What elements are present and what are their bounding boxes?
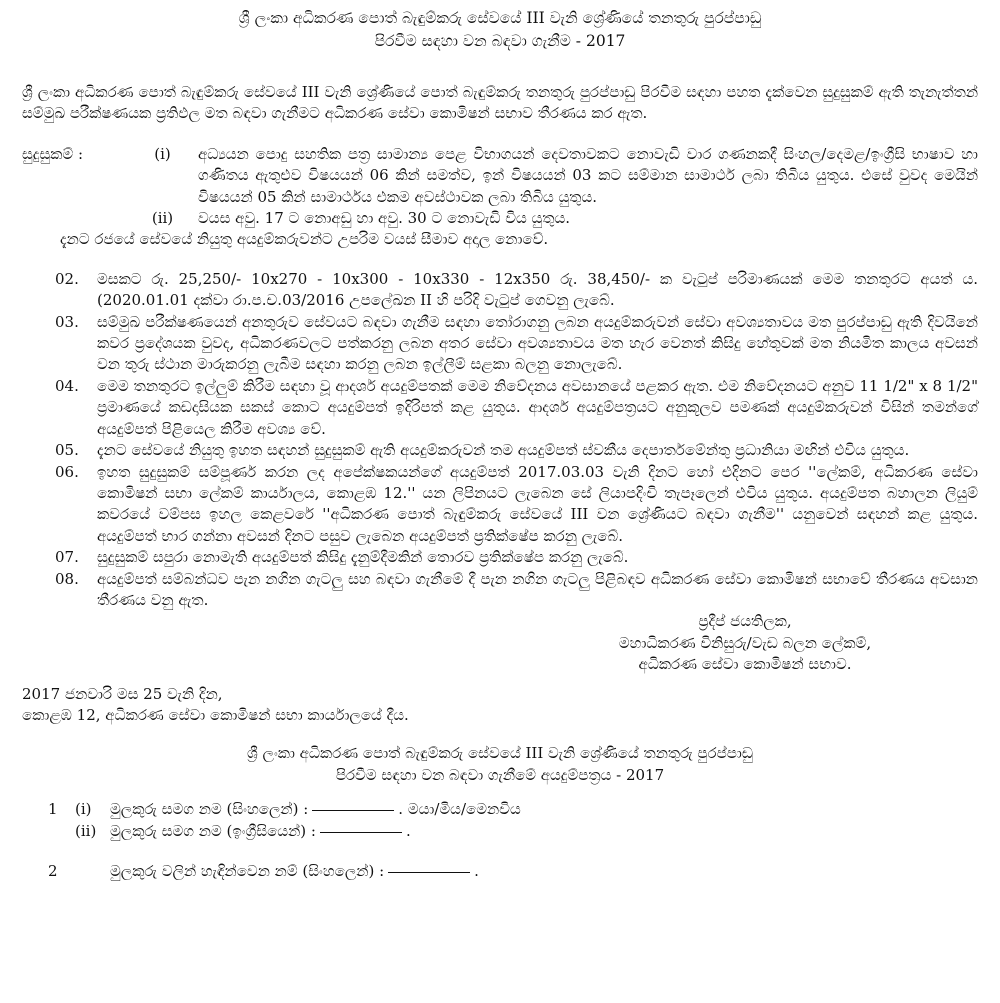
section-text: ඉහත සුදුසුකම් සම්පූර්ණ කරන ලද අපේක්ෂකයන්ගේ අයදුම්පත් 2017.03.03 වැනි දිනට හෝ එදිනට පෙර ''ලේකම්, අධිකරණ සේවා කොමිෂන් සභා ලේකම් කාර්යාලය, කොළඹ 12.'' යන ලිපිනයට ලැබෙන සේ ලියාපදිංචි තැපෑලෙන් එවිය යුතුය. අයදුම්පත බහාලන ලියුම් කවරයේ වම්පස ඉහල කෙළවරේ ''අධිකරණ පොත් බැඳුම්කරු සේවයේ III වන ශ්‍රේණියට බඳවා ගැනීම'' යනුවෙන් සඳහන් කළ යුතුය. අයදුම්පත් භාර ගන්නා අවසන් දිනට පසුව ලැබෙන අයදුම්පත් ප්‍රතික්ෂේප කරනු ලැබේ.: [97, 462, 978, 545]
section-item: [22, 569, 978, 612]
signatory-organization: අධිකරණ සේවා කොමිෂන් සභාව.: [638, 655, 852, 674]
form-field-blank-line: [388, 872, 470, 873]
form-field-label: මුලකුරු සමග නම (සිංහලෙන්) :: [110, 800, 309, 819]
application-form-fields: [22, 798, 978, 882]
form-field: [22, 820, 978, 842]
qualification-item: [22, 144, 978, 208]
qualification-text: වයස අවු. 17 ට නොඅඩු හා අවු. 30 ට නොවැඩි විය යුතුය.: [198, 209, 571, 228]
form-title-line-2: පිරවීම සඳහා වන බඳවා ගැනීමේ අයදුම්පත්‍රය - 2017: [335, 766, 665, 785]
form-field-number: 1: [48, 800, 58, 819]
section-text: සම්මුඛ පරීක්ෂණයෙන් අනතුරුව සේවයට බඳවා ගැනීම සඳහා තෝරාගනු ලබන අයදුම්කරුවන් සේවා අවශ්‍යතාවය මත පුරප්පාඩු ඇති දිවයිනේ කවර ප්‍රදේශයක වුවද, අධිකරණවලට පත්කරනු ලබන අතර සේවා අවශ්‍යතාවය මත හැර වෙනත් කිසිදු හේතුවක් මත නියමිත කාලය අවසන් වන තුරු ස්ථාන මාරුකරනු ලැබීම සඳහා කරනු ලබන ඉල්ලීම් සළකා බලනු නොලැබේ.: [97, 312, 978, 374]
section-item: [22, 269, 978, 312]
issue-date: 2017 ජනවාරි මස 25 වැනි දින,: [22, 684, 223, 703]
form-field-suffix: .: [405, 822, 411, 841]
notice-title: [22, 7, 978, 53]
section-item: [22, 462, 978, 548]
form-field-blank-line: [320, 832, 402, 833]
form-field-number: 2: [48, 862, 58, 881]
form-title-line-1: ශ්‍රී ලංකා අධිකරණ පොත් බැඳුම්කරු සේවයේ III වැනි ශ්‍රේණියේ තනතුරු පුරප්පාඩු: [247, 744, 753, 763]
dateline: [22, 684, 978, 727]
qualifications-label-spacer: [22, 208, 140, 229]
section-item: [22, 312, 978, 376]
section-text: දැනට සේවයේ නියුතු ඉහත සඳහන් සුදුසුකම් ඇති අයදුම්කරුවන් තම අයදුම්පත් ස්වකීය දෙපාර්තමේන්තු ප්‍රධානියා මඟින් එවිය යුතුය.: [97, 441, 910, 460]
section-number: 05.: [55, 441, 79, 460]
form-field-body: [110, 798, 978, 820]
form-field-body: [110, 820, 978, 842]
section-item: [22, 376, 978, 440]
form-field-subnumber: (ii): [75, 822, 97, 841]
form-field-number: [48, 820, 75, 842]
form-field-suffix: . මයා/මිය/මෙනවිය: [398, 800, 521, 819]
form-field: [22, 860, 978, 882]
section-item: [22, 547, 978, 568]
qualifications: [22, 144, 978, 251]
section-item: [22, 440, 978, 461]
qualification-text: අධ්‍යයන පොදු සහතික පත්‍ර සාමාන්‍ය පෙළ විභාගයන් දෙවතාවකට නොවැඩි වාර ගණනකදී සිංහල/දෙමළ/ඉංග්‍රීසි භාෂාව හා ගණිතය ඇතුළුව විෂයයන් 06 කින් සමත්ව, ඉන් විෂයයන් 03 කට සම්මාන සාමාර්ථ ලබා තිබිය යුතුය. එසේ වුවද මෙයින් විෂයයන් 05 කින් සාමාර්ථය එකම අවස්ථාවක ලබා තිබිය යුතුය.: [198, 144, 978, 206]
intro-paragraph: ශ්‍රී ලංකා අධිකරණ පොත් බැඳුම්කරු සේවයේ III වැනි ශ්‍රේණියේ පොත් බැඳුම්කරු තනතුරු පුරප්පාඩු පිරවීම සඳහා පහත දැක්වෙන සුදුසුකම් ඇති තැනැත්තන් සම්මුඛ පරීක්ෂණයක ප්‍රතිඵල මත බඳවා ගැනීමට අධිකරණ සේවා කොමිෂන් සභාව තීරණය කර ඇත.: [22, 83, 978, 123]
section-text: මෙම තනතුරට ඉල්ලුම් කිරීම සඳහා වූ ආදර්ශ අයදුම්පතක් මෙම නිවේදනය අවසානයේ පළකර ඇත. එම නිවේදනයට අනුව 11 1/2" x 8 1/2" ප්‍රමාණයේ කඩදාසියක සකස් කොට අයදුම්පත් ඉදිරිපත් කළ යුතුය. ආදර්ශ අයදුම්පත්‍රයට අනුකූලව පමණක් අයදුම්කරුවන් විසින් තමන්ගේ අයදුම්පත් පිළියෙල කිරීම අවශ්‍ය වේ.: [97, 376, 978, 438]
section-number: 08.: [55, 569, 79, 588]
form-field-subnumber: (i): [75, 800, 92, 819]
notice-title-line-1: ශ්‍රී ලංකා අධිකරණ පොත් බැඳුම්කරු සේවයේ III වැනි ශ්‍රේණියේ තනතුරු පුරප්පාඩු: [238, 9, 762, 27]
issue-place: කොළඹ 12, අධිකරණ සේවා කොමිෂන් සභා කාර්යාලයේ දීය.: [22, 705, 409, 724]
signature-block: [560, 611, 930, 675]
section-number: 03.: [55, 312, 79, 331]
qualification-number: (i): [154, 144, 171, 163]
section-number: 06.: [55, 462, 79, 481]
section-text: අයදුම්පත් සම්බන්ධව පැන නගින ගැටලු සහ බඳවා ගැනීමේ දී පැන නගින ගැටලු පිළිබඳව අධිකරණ සේවා කොමිෂන් සභාවේ තීරණය අවසාන තීරණය වනු ඇත.: [97, 569, 978, 609]
section-text: සුදුසුකම් සපුරා නොමැති අයදුම්පත් කිසිදු දැනුම්දීමකින් තොරව ප්‍රතික්ෂේප කරනු ලැබේ.: [97, 548, 629, 567]
qualifications-label: සුදුසුකම් :: [22, 144, 84, 163]
notice-title-line-2: පිරවීම සඳහා වන බඳවා ගැනීම - 2017: [374, 32, 626, 50]
form-field-subnumber: [75, 860, 110, 882]
signatory-title: මහාධිකරණ විනිසුරු/වැඩ බලන ලේකම්,: [618, 633, 872, 652]
qualification-number: (ii): [151, 209, 174, 228]
signatory-name: ප්‍රදීප් ජයතිලක,: [698, 612, 792, 631]
section-text: මසකට රු. 25,250/- 10x270 - 10x300 - 10x330 - 12x350 රු. 38,450/- ක වැටුප් පරිමාණයක් මෙම තනතුරට අයත් ය. (2020.01.01 දක්වා රා.ප.ච.03/2016 උපලේඛන II හි පරිදි වැටුප් ගෙවනු ලැබේ.: [97, 269, 978, 310]
form-field-label: මුලකුරු සමග නම (ඉංග්‍රීසියෙන්) :: [110, 822, 316, 841]
qualification-note: දැනට රජයේ සේවයේ නියුතු අයදුම්කරුවන්ට උපරිම වයස් සීමාව අදාල නොවේ.: [60, 230, 549, 249]
section-number: 02.: [55, 269, 79, 288]
form-field-suffix: .: [474, 862, 479, 881]
qualification-item: [22, 208, 978, 229]
form-field-label: මුලකුරු වලින් හැඳින්වෙන නම් (සිංහලෙන්) :: [110, 862, 385, 881]
application-form-title: [22, 742, 978, 786]
form-field-blank-line: [312, 810, 394, 811]
form-field-body: [110, 860, 978, 882]
form-field: [22, 798, 978, 820]
numbered-sections: [22, 269, 978, 612]
section-number: 04.: [55, 376, 79, 395]
section-number: 07.: [55, 548, 79, 567]
